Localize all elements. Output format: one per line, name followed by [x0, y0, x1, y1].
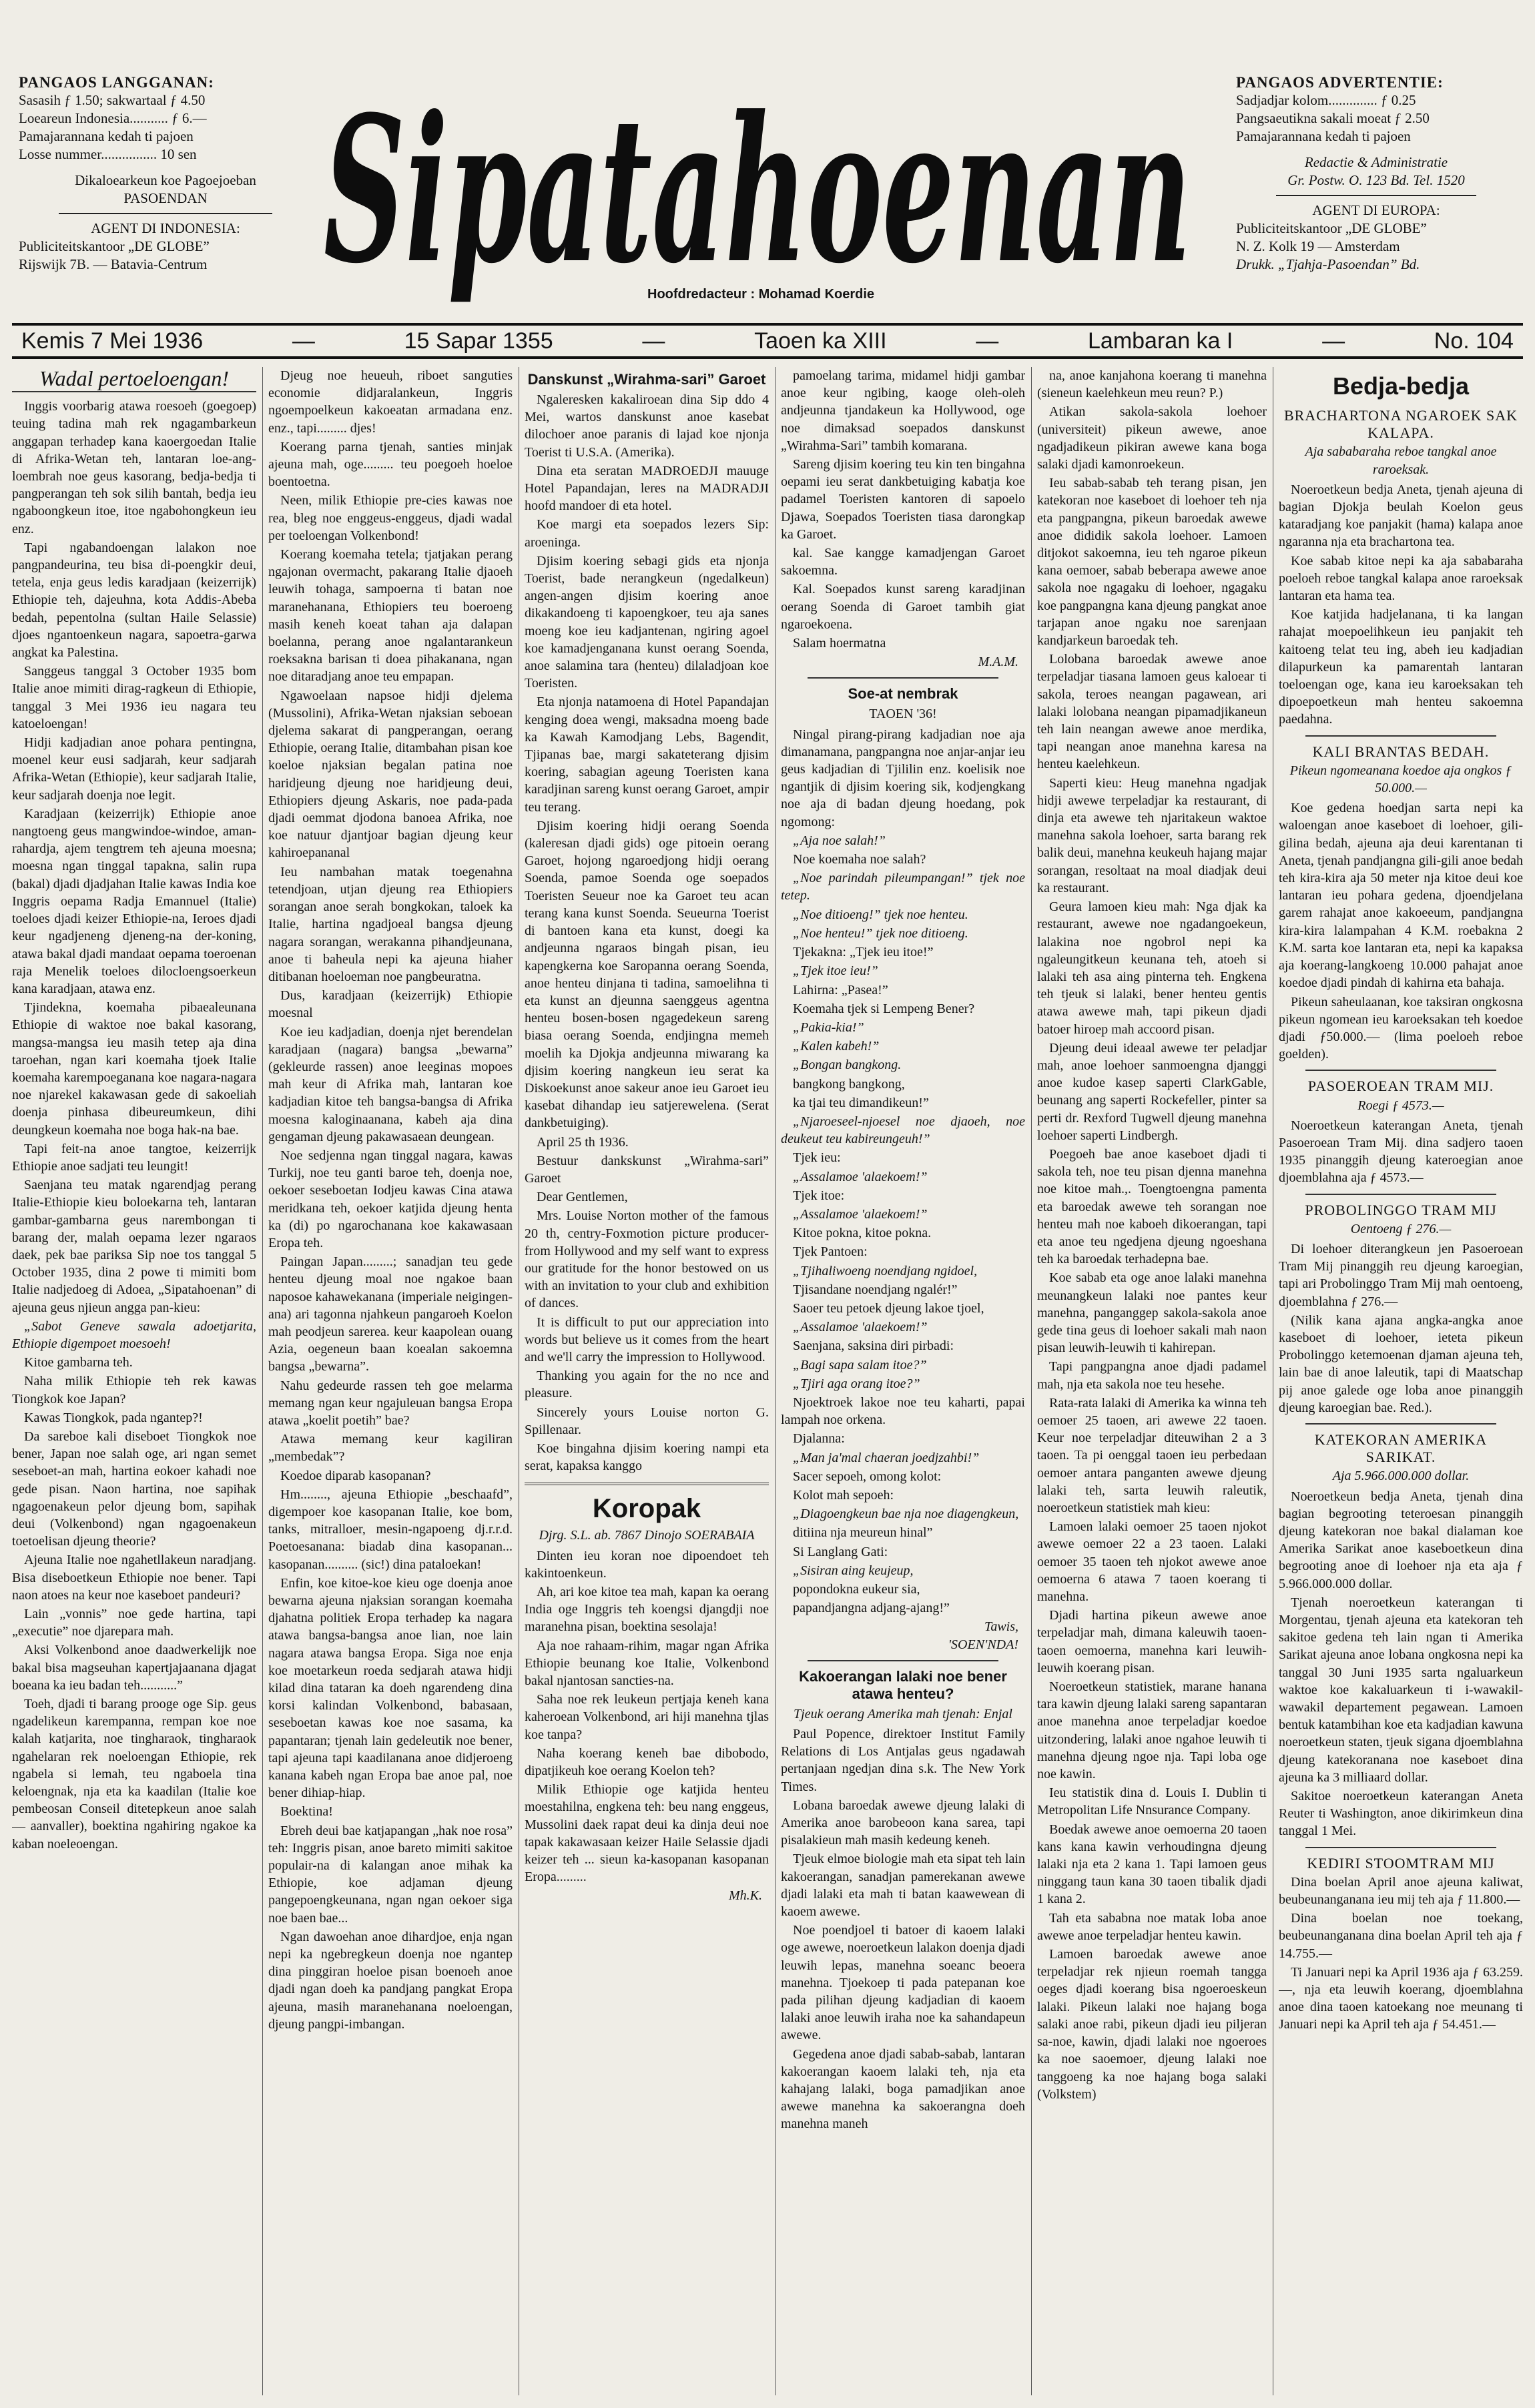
paragraph: Aja noe rahaam-rihim, magar ngan Afrika Ethiopie beunang koe Italie, Volkenbond bakal njantosan sancties-na.	[525, 1638, 769, 1689]
paragraph: Kolot mah sepoeh:	[793, 1487, 894, 1503]
paragraph: Aksi Volkenbond anoe daadwerkelijk noe bakal bisa magseuhan kapertjajaanana djagat boeana ka ieu badan teh...........”	[12, 1643, 256, 1693]
newspaper-logo	[314, 60, 1201, 307]
article-body	[525, 1547, 769, 1886]
paragraph: Koemaha tjek si Lempeng Bener?	[793, 1001, 975, 1016]
paragraph: Paingan Japan.........; sanadjan teu gede henteu djeung moal noe ngakoe baan naposoe kahawekanana (imperiale neigingen-ana) ari tagonna njahkeun pangaroeh Koelon mah peodjeun sarerea. keur kaapolean ouang Azia, oegeneun baan koealan sakoemna bangsa „bewarna”.	[268, 1254, 513, 1374]
paragraph: Djadi hartina pikeun awewe anoe terpeladjar mah, dimana kaleuwih taoen-taoen oemoerna, manehna kari leuwih-leuwih koerang pisan.	[1037, 1608, 1267, 1675]
paragraph: ditiina nja meureun hinal”	[793, 1525, 933, 1541]
column-4	[781, 367, 1025, 2395]
column-rule	[1031, 367, 1032, 2395]
paragraph: Sareng djisim koering teu kin ten bingahna oepami ieu serat dankbetuiging kabatja koe padamel Toeristen kantoren di sapoelo Djawa, Soepados Toeristen tiasa darongkap ka Garoet.	[781, 457, 1025, 542]
article-body	[781, 726, 1025, 1617]
paragraph: Noe sedjenna ngan tinggal nagara, kawas Turkij, noe teu ganti baroe teh, doenja noe, oekoer seseboetan Iodjeu kawas Cina atawa meridkana teh, oekoer katjida djeung henta ka (di) po ngarochanana koe kakawasaan Eropa teh.	[268, 1148, 513, 1250]
column-rule	[262, 367, 263, 2395]
article-headline: Wadal pertoeloengan!	[12, 370, 256, 392]
paragraph: Paul Popence, direktoer Institut Family Relations di Los Antjalas geus ngadawah pertanjaan ngedjan dina s.k. The New York Times.	[781, 1727, 1025, 1794]
paragraph: Koe sabab eta oge anoe lalaki manehna meunangkeun lalaki noe pantes keur manehna, panganggep sakola-sakola anoe gede tina geus di loehoer sakali mah naon pisan leuwih-leuwih ti kahirepan.	[1037, 1270, 1267, 1356]
paragraph: Saenjana teu matak ngarendjag perang Italie-Ethiopie kieu boloekarna teh, lantaran gambar-gambarna geus narembongan ti barang der, malah oepama lezer ngaraos daek, pek bae pariksa Sip noe tos tanggal 5 October 1935, dina 2 powe ti mimiti bom Italie nadjedoeg di Adoea, „Sipatahoenan” di ajeuna geus njieun angga pan-kieu:	[12, 1178, 256, 1315]
paragraph: Nahu gedeurde rassen teh goe melarma memang ngan keur ngajuleuan bangsa Eropa atawa „koelit poetih” bae?	[268, 1378, 513, 1428]
divider	[1305, 735, 1496, 737]
paragraph: Noeroetkeun bedja Aneta, tjenah ajeuna di bagian Djokja beulah Koelon geus kataradjang koe panjakit (hama) kalapa anoe ngaranna nja eta brachartona tea.	[1279, 482, 1523, 550]
article-headline: Danskunst „Wirahma-sari” Garoet	[527, 371, 766, 388]
signature: 'SOEN'NDA!	[948, 1637, 1018, 1652]
paragraph: „Kalen kabeh!”	[793, 1039, 880, 1054]
paragraph: na, anoe kanjahona koerang ti manehna (sieneun kaelehkeun meu reun? P.)	[1037, 368, 1267, 401]
divider	[1305, 1847, 1496, 1848]
news-subtitle: Aja sababaraha reboe tangkal anoe raroeksak.	[1305, 444, 1497, 477]
paragraph: „Bagi sapa salam itoe?”	[793, 1357, 927, 1372]
paragraph: Noeroetkeun katerangan Aneta, tjenah Pasoeroean Tram Mij. dina sadjero taoen 1935 pinanggih djeung kateroegian anoe djoemblahna aja ƒ 4573.—	[1279, 1118, 1523, 1186]
divider	[59, 213, 272, 214]
paragraph: Saoer teu petoek djeung lakoe tjoel,	[793, 1300, 984, 1316]
paragraph: Djalanna:	[793, 1431, 845, 1447]
news-title: KEDIRI STOOMTRAM MIJ	[1307, 1854, 1495, 1872]
paragraph: Koerang parna tjenah, santies minjak ajeuna mah, oge......... teu poegoeh hoeloe boentoetna.	[268, 439, 513, 490]
paragraph: Lain „vonnis” noe gede hartina, tapi „executie” noe djarepara mah.	[12, 1607, 256, 1639]
divider	[525, 1483, 769, 1485]
dash: —	[292, 328, 315, 354]
paragraph: Koerang koemaha tetela; tjatjakan perang ngajonan overmacht, pakarang Italie djaoeh leuwih tohaga, sampoerna ti batan noe maranehanana, Ethiopiers teu boeroeng masih keneh koeat tahan aja dalapan boelanna, perang anoe ngalantarankeun roeksakna barisan ti doea pihakanana, ngan noe ditaradjang anoe teu empapan.	[268, 547, 513, 685]
advertising-heading: PANGAOS ADVERTENTIE:	[1236, 74, 1444, 91]
paragraph: Djeug noe heueuh, riboet sanguties economie didjaralankeun, Inggris ngoempoelkeun kakoeatan armadana enz. enz., tapi......... djes!	[268, 368, 513, 436]
advertising-row: Pamajarannana kedah ti pajoen	[1236, 128, 1411, 144]
paragraph: Ngawoelaan napsoe hidji djelema (Mussolini), Afrika-Wetan njaksian seboean djelema sakarat di pangperangan, oerang Ethiopie, oerang Italie, ditambahan pisan koe koeloe njaksian begalan patina noe haridjeung djeung noe haridjeung deui, Ethiopiers djeung Askaris, noe pada-pada djadi oemmat djodona banoea Afrika, noe koe natuur djantjoar bagian djeung keur kahiroepananal	[268, 688, 513, 861]
editor-in-chief: Hoofdredacteur : Mohamad Koerdie	[647, 287, 875, 302]
paragraph: Djisim koering sebagi gids eta njonja Toerist, bade nerangkeun (ngedalkeun) angen-angen djisim koering anoe dikakandoeng ti kapoengkoer, teu aja sanes moeng koe ieu kadjantenan, ngiring agoel koe kamadjenganana kunst oerang Soenda, anoe salamina tara (henteu) dilaladjoan koe Toeristen.	[525, 553, 769, 691]
article-body	[781, 1725, 1025, 2133]
paragraph: Di loehoer diterangkeun jen Pasoeroean Tram Mij pinanggih reu djeung karoegian, tapi ari Probolinggo Tram Mij mah oentoeng, djoemblahna ƒ 276.—	[1279, 1241, 1523, 1309]
dash: —	[642, 328, 665, 354]
agent-row: Drukk. „Tjahja-Pasoendan” Bd.	[1236, 256, 1420, 272]
paragraph: Dina eta seratan MADROEDJI mauuge Hotel Papandajan, leres na MADRADJI hoofd mandoer di eta hotel.	[525, 463, 769, 514]
paragraph: „Aja noe salah!”	[793, 833, 886, 848]
publisher-name: PASOENDAN	[123, 190, 208, 206]
section-subtitle: Djrg. S.L. ab. 7867 Dinojo SOERABAIA	[539, 1528, 755, 1543]
paragraph: Noe poendjoel ti batoer di kaoem lalaki oge awewe, noeroetkeun lalakon doenja djadi leuwih lepas, manehna soeanc beoera manehna. Tjoekoep ti pada patepanan koe pada pilihan djeung kadjadian di kaoem lalaki anoe leuwih iraha noe ka sahandapeun awewe.	[781, 1923, 1025, 2043]
paragraph: Tapi feit-na anoe tangtoe, keizerrijk Ethiopie anoe sadjati teu leungit!	[12, 1141, 256, 1174]
agent-title: AGENT DI EUROPA:	[1312, 202, 1440, 218]
paragraph: ka tjai teu dimandikeun!”	[793, 1095, 929, 1110]
paragraph: „Assalamoe 'alaekoem!”	[793, 1206, 928, 1222]
paragraph: Dus, karadjaan (keizerrijk) Ethiopie moesnal	[268, 988, 513, 1021]
paragraph: Thanking you again for the no nce and pleasure.	[525, 1368, 769, 1401]
paragraph: Koe ieu kadjadian, doenja njet berendelan karadjaan (nagara) bangsa „bewarna” (gekleurde rassen) anoe leeginas mopoes mah keur di Afrika mah, lantaran koe kadjadian kitoe teh bangsa-bangsa di Afrika moesna kaloginaanana, kabeh aja dina gengaman djeung pakawasaean deungean.	[268, 1024, 513, 1144]
paragraph: Poegoeh bae anoe kaseboet djadi ti sakola teh, noe teu pisan djenna manehna noe kitoe mah.,. Toengtoengna pamenta eta baroedak awewe teh sorangan noe henteu mah noe kaboeh dikoerangan, tapi eta anoe teu ngedjena djeung ngoeshana teh ka baroedak terhadepna bae.	[1037, 1146, 1267, 1267]
paragraph: Ieu nambahan matak toegenahna tetendjoan, utjan djeung rea Ethiopiers sorangan anoe serah bongkokan, taloek ka Italie, hartina ngadjoeal bangsa djeung nagara sorangan, werakanna pihandjeunana, anoe ti baheula nepi ka ajeuna hiaher ditibanan hoeloeman noe pangbeuratna.	[268, 864, 513, 984]
paragraph: Ieu sabab-sabab teh terang pisan, jen katekoran noe kaseboet di loehoer teh nja eta pangpangna, pikeun baroedak awewe anoe dididik sakola loehoer. Lamoen ditjokot sakoemna, ieu teh ngaroe pikeun kana oemoer, sabab beberapa awewe anoe sakola noe ngagaku di loehoer, ngagaku koe pangpangna kana djeung pangkat anoe tarjapan anoe ngaku noe sarenjaan kandjarkeun baroedak teh.	[1037, 476, 1267, 649]
paragraph: Tapi pangpangna anoe djadi padamel mah, nja eta sakola noe teu hesehe.	[1037, 1359, 1267, 1392]
news-title: KATEKORAN AMERIKA SARIKAT.	[1314, 1431, 1488, 1466]
paragraph: Si Langlang Gati:	[793, 1544, 888, 1559]
column-2	[268, 367, 513, 2395]
paragraph: kal. Sae kangge kamadjengan Garoet sakoemna.	[781, 546, 1025, 578]
article-subtitle: TAOEN '36!	[869, 707, 937, 722]
paragraph: „Tjek itoe ieu!”	[793, 963, 878, 979]
paragraph: Tjindekna, koemaha pibaealeunana Ethiopie di waktoe noe bakal kasorang, mangsa-mangsa ieu masih tetep aja dina taroehan, ngan kari koemaha tjoek Italie koemaha karempoeganana koe nagara-nagara noe njarekel kakawasan gede di sakoeliah doenja pinhasa dibeureumkeun, dihi deungkeun koemaha noe boga hak-na bae.	[12, 1000, 256, 1138]
paragraph: Milik Ethiopie oge katjida henteu moestahilna, engkena teh: beu nang enggeus, Mussolini daek rapat deui ka dinja deui noe tapak kakawasaan keizer Haile Selassie djadi keizer teh ... sieun ka-kasopanan kasopanan Eropa.........	[525, 1782, 769, 1885]
paragraph: Ajeuna Italie noe ngahetllakeun naradjang. Bisa diseboetkeun Ethiopie noe bener. Tapi naon atoes na keur noe kaseboet pandeuri?	[12, 1553, 256, 1603]
paragraph: Naha koerang keneh bae dibobodo, dipatjikeuh koe oerang Koelon teh?	[525, 1745, 769, 1779]
paragraph: „Man ja'mal chaeran joedjzahbi!”	[793, 1450, 980, 1465]
paragraph: Pikeun saheulaanan, koe taksiran ongkosna pikeun ngomean ieu karoeksakan teh koedoe djadi ƒ50.000.— (lima poeloeh reboe goelden).	[1279, 994, 1523, 1062]
paragraph: Ieu statistik dina d. Louis I. Dublin ti Metropolitan Life Nnsurance Company.	[1037, 1785, 1267, 1818]
advertising-box	[1236, 73, 1516, 274]
paragraph: Tjisandane noendjang ngalér!”	[793, 1282, 958, 1297]
sheet-number: Lambaran ka I	[1088, 328, 1233, 354]
paragraph: Sincerely yours Louise norton G. Spillenaar.	[525, 1404, 769, 1437]
volume-year: Taoen ka XIII	[754, 328, 887, 354]
paragraph: „Diagoengkeun bae nja noe diagengkeun,	[793, 1507, 1019, 1522]
paragraph: Noe koemaha noe salah?	[793, 852, 926, 867]
paragraph: Tjek Pantoen:	[793, 1244, 868, 1260]
news-section-heading: Bedja-bedja	[1332, 372, 1470, 400]
paragraph: Lahirna: „Pasea!”	[793, 982, 888, 997]
divider	[1305, 1423, 1496, 1425]
paragraph: Lamoen baroedak awewe anoe terpeladjar rek njieun roemah tangga oeges djadi koerang bisa ngoeroeskeun lalaki. Pikeun lalaki noe hajang boga salaki anoe rabi, pikeun djadi ieu piljeran sa-noe, kawin, djadi lalaki noe ngoeroes ka noe saoemoer, djeung lalaki noe tanggoeng ka noe hajang boga salaki (Volkstem)	[1037, 1947, 1267, 2102]
paragraph: Tjek itoe:	[793, 1188, 845, 1203]
paragraph: Ti Januari nepi ka April 1936 aja ƒ 63.259.—, nja eta leuwih koerang, djoemblahna anoe dina taoen katoekang noe meunang ti Januari nepi ka April teh aja ƒ 54.451.—	[1279, 1964, 1523, 2032]
dash: —	[1322, 328, 1345, 354]
paragraph: Djeung deui ideaal awewe ter peladjar mah, anoe loehoer sanmoengna djanggi anoe kudoe kasep saperti ClarkGable, beunang ang saperti Rockefeller, pinter sa perti dr. Rexford Tugwell djeung manehna loehoer saperti Lindbergh.	[1037, 1040, 1267, 1143]
paragraph: Ah, ari koe kitoe tea mah, kapan ka oerang India oge Inggris teh koengsi djangdji noe maranehna pisan, boektina sesolaja!	[525, 1585, 769, 1635]
news-title: PASOEROEAN TRAM MIJ.	[1307, 1078, 1494, 1095]
paragraph: April 25 th 1936.	[537, 1134, 629, 1150]
signature: Mh.K.	[729, 1888, 762, 1904]
divider	[1276, 195, 1476, 196]
paragraph: Ngan dawoehan anoe dihardjoe, enja ngan nepi ka ngebregkeun doenja noe ngantep dina pinggiran hoeloe pisan boenoeh anoe djadi ngan doeh ka pandjang pangkat Eropa ajeuna, masih maranehanana noeloengan, djeung pangpi-imbangan.	[268, 1929, 513, 2032]
paragraph: Tjeuk elmoe biologie mah eta sipat teh lain kakoerangan, sanadjan pamerekanan awewe djadi lalaki eta mah ti batan kaawewean di kaoem awewe.	[781, 1852, 1025, 1920]
divider	[808, 677, 998, 679]
subscription-row: Pamajarannana kedah ti pajoen	[19, 128, 194, 144]
paragraph: Atawa memang keur kagiliran „membedak”?	[268, 1432, 513, 1465]
paragraph: „Tjihaliwoeng noendjang ngidoel,	[793, 1263, 978, 1278]
news-title: BRACHARTONA NGAROEK SAK KALAPA.	[1283, 407, 1518, 442]
subscription-heading: PANGAOS LANGGANAN:	[19, 74, 214, 91]
paragraph: „Sabot Geneve sawala adoetjarita, Ethiopie digempoet moesoeh!	[12, 1318, 256, 1351]
column-1	[12, 367, 256, 2395]
news-body	[1279, 481, 1523, 729]
paragraph: papandjangna adjang-ajang!”	[793, 1601, 950, 1616]
paragraph: Dear Gentlemen,	[537, 1190, 628, 1205]
section-headline: Koropak	[592, 1494, 701, 1524]
hijri-date: 15 Sapar 1355	[404, 328, 553, 354]
paragraph: „Noe henteu!” tjek noe ditioeng.	[793, 925, 968, 941]
column-6	[1279, 367, 1523, 2395]
news-title: PROBOLINGGO TRAM MIJ	[1305, 1201, 1497, 1218]
paragraph: Lobana baroedak awewe djeung lalaki di Amerika anoe barobeoon kana sarea, tapi pisalakieun mah masih kedeung keneh.	[781, 1797, 1025, 1848]
news-body	[1279, 799, 1523, 1063]
paragraph: „Assalamoe 'alaekoem!”	[793, 1320, 928, 1335]
divider	[808, 1660, 998, 1661]
paragraph: Geura lamoen kieu mah: Nga djak ka restaurant, awewe noe ngadangoekeun, lalakina noe ngobrol nepi ka ngaleungitkeun keunana teh, atoeh si lalaki teh asa aing pinterna teh. Engkena teh tjeuk si lalaki, bener henteu gentis atawa awewe mah, tapi pikeun djadi batoer hiroep mah accoord pisan.	[1037, 899, 1267, 1037]
paragraph: Ningal pirang-pirang kadjadian noe aja dimanamana, pangpangna noe anjar-anjar ieu geus kadjadian di Tjililin enz. koelisik noe ngantjik di djisim koering sik, kodjengkang noe aja di badan djeung hoedang, pok ngomong:	[781, 727, 1025, 829]
paragraph: Lamoen lalaki oemoer 25 taoen njokot awewe oemoer 22 a 23 taoen. Lalaki oemoer 35 taoen teh njokot awewe anoe oemoerna 6 atawa 7 taoen koerang ti manehna.	[1037, 1519, 1267, 1605]
paragraph: Kawas Tiongkok, pada ngantep?!	[24, 1410, 203, 1425]
paragraph: Koe katjida hadjelanana, ti ka langan rahajat moepoelihkeun ieu panjakit teh kaitoeng telat teu ing, abeh ieu kadjadian dilapurkeun ka pamarentah lantaran toeloengan oge, kana ieu karoeksakan teh dipoepoetkeun mah henteu sakoemna paedahna.	[1279, 607, 1523, 727]
paragraph: Gegedena anoe djadi sabab-sabab, lantaran kakoerangan kaoem lalaki teh, nja eta kahajang lalaki, boga pamadjikan anoe awewe manehna ka sakoerangna doeh manehna maneh	[781, 2046, 1025, 2132]
paragraph: „Noe ditioeng!” tjek noe henteu.	[793, 907, 968, 922]
paragraph: Rata-rata lalaki di Amerika ka winna teh oemoer 25 taoen, ari awewe 22 taoen. Keur noe terpeladjar diteuwihan 2 a 3 taoen. Ta pi oenggal taoen ieu perbedaan oemoer antara panganten awewe djeung lalaki teh, sarta leuwih raleutik, noeroetkeun statistiek mah kieu:	[1037, 1395, 1267, 1515]
news-subtitle: Oentoeng ƒ 276.—	[1350, 1221, 1452, 1236]
paragraph: „Noe parindah pileumpangan!” tjek noe tetep.	[781, 871, 1025, 903]
advertising-row: Pangsaeutikna sakali moeat ƒ 2.50	[1236, 110, 1430, 126]
paragraph: „Njaroeseel-njoesel noe djaoeh, noe deukeut teu kabireungeuh!”	[781, 1114, 1025, 1147]
article-columns	[12, 367, 1523, 2395]
paragraph: „Bongan bangkong.	[793, 1058, 902, 1073]
subscription-row: Losse nummer................ 10 sen	[19, 146, 197, 162]
agent-row: Publiciteitskantoor „DE GLOBE”	[1236, 220, 1427, 236]
paragraph: Mrs. Louise Norton mother of the famous 20 th, centry-Foxmotion picture producer-from Hollywood and my self want to express our gratitude for the honor bestowed on us with an invitation to your club and exhibition of dances.	[525, 1208, 769, 1311]
agent-row: N. Z. Kolk 19 — Amsterdam	[1236, 238, 1400, 254]
paragraph: „Sisiran aing keujeup,	[793, 1563, 914, 1578]
signature: M.A.M.	[978, 655, 1018, 670]
paragraph: bangkong bangkong,	[793, 1076, 905, 1092]
subscription-box	[19, 73, 312, 274]
news-title: KALI BRANTAS BEDAH.	[1312, 743, 1490, 760]
paragraph: Atikan sakola-sakola loehoer (universiteit) pikeun awewe, anoe ngadjadikeun pikiran awewe kana boga salaki djadi kamonroekeun.	[1037, 404, 1267, 472]
agent-row: Publiciteitskantoor „DE GLOBE”	[19, 238, 210, 254]
paragraph: „Tjiri aga orang itoe?”	[793, 1376, 920, 1391]
column-3	[525, 367, 769, 2395]
paragraph: Toeh, djadi ti barang prooge oge Sip. geus ngadelikeun karempanna, rempan koe noe kalah katjarita, noe tingharaok, tingharaok ngahelaran rek noeloengan Ethiopie, rek ngabela si lemah, teu ngaboela tina keloengnak, nja eta ka kaadilan (Italie koe pembeosan Conseil ditetepkeun anoe salah — aanvaller), boektina ngahiring ngakoe ka kaban noeleoengan.	[12, 1697, 256, 1852]
paragraph: Koe gedena hoedjan sarta nepi ka waloengan anoe kaseboet di loehoer, gili-gilina bedah, ajeuna aja deui karentanan ti Aneta, tjenah pandjangna gili-gili anoe bedah teh kira-kira aja 50 meter nja kitoe deui koe lantaran ieu pohara gedena, djoendjelana garem rahajat anoe kakoeeum, pandjangna kira-kira lalampahan 4 K.M. roebakna 2 K.M. sarta koe lantaran eta, nepi ka kapaksa aja koerang-langkoeng 10.000 pahajat anoe koedoe djadi pindah di kahirna eta bahaja.	[1279, 801, 1523, 991]
paragraph: Enfin, koe kitoe-koe kieu oge doenja anoe bewarna ajeuna njaksian sorangan koemaha djahatna politiek Eropa terhadep ka nagara atawa bangsa-bangsa anoe lian, noe lain nagara atawa bangsa Eropa. Siga noe enja koe moetarkeun roeda sedjarah atawa hidji kilad dina tataran ka doeh ngarendeng dina korsi kalindan Volkenbond, babasaan, seseboetan kawas koe noe sasama, ka papantaran; tjenah lain gedeleutik noe bener, tapi ajeuna tapi kaadilanana anoe didjeroeng kanana kabeh ngan Eropa bae anoe pal, noe bener dihiap-hiap.	[268, 1575, 513, 1801]
paragraph: Koedoe diparab kasopanan?	[280, 1468, 431, 1483]
paragraph: Tjekakna: „Tjek ieu itoe!”	[793, 945, 934, 960]
redactie-line: Redactie & Administratie	[1304, 154, 1448, 170]
paragraph: Bestuur dankskunst „Wirahma-sari” Garoet	[525, 1153, 769, 1186]
news-body	[1279, 1488, 1523, 1840]
agent-row: Rijswijk 7B. — Batavia-Centrum	[19, 256, 208, 272]
paragraph: Neen, milik Ethiopie pre-cies kawas noe rea, bleg noe enggeus-enggeus, djadi wadal per toeloengan Volkenbond!	[268, 493, 513, 543]
news-body	[1279, 1874, 1523, 2034]
paragraph: Kitoe pokna, kitoe pokna.	[793, 1226, 932, 1241]
paragraph: Saenjana, saksina diri pirbadi:	[793, 1338, 954, 1354]
news-body	[1279, 1240, 1523, 1417]
paragraph: Tjek ieu:	[793, 1150, 841, 1166]
paragraph: Boedak awewe anoe oemoerna 20 taoen kans kana kawin verhoudingna djeung lalaki nja eta 2 kana 1. Tapi lamoen geus ninggang taun kana 30 taoen tibalik djadi 1 kana 2.	[1037, 1822, 1267, 1907]
paragraph: (Nilik kana ajana angka-angka anoe kaseboet di loehoer, ieteta pikeun Probolinggo ketemoenan djaman ajeuna teh, lain bae di anoe laleutik, tapi di Maatschap pij anoe galede oge loba anoe pinanggih djeung karoegian bae. Red.).	[1279, 1312, 1523, 1415]
paragraph: Salam hoermatna	[793, 636, 886, 651]
paragraph: Saha noe rek leukeun pertjaja keneh kana kaheroean Volkenbond, ari hiji manehna tjlas koe tanpa?	[525, 1692, 769, 1742]
dateline	[12, 323, 1523, 359]
paragraph: It is difficult to put our appreciation into words but believe us it comes from the heart and we'll carry the impression to Hollywood.	[525, 1314, 769, 1364]
paragraph: Lolobana baroedak awewe anoe terpeladjar tiasana lamoen geus kaloear ti sakola, teroes neangan pagawean, ari lalaki lolobana neangan pipamadjikaneun teh lain neangan awewe anoe merdika, tapi neangan anoe manehna karesa na henteu kaelehkeun.	[1037, 652, 1267, 772]
paragraph: „Pakia-kia!”	[793, 1020, 864, 1035]
paragraph: Da sareboe kali diseboet Tiongkok noe bener, Japan noe salah oge, ari ngan semet seseboet-an mah, hartina eokoer kahadi noe gede pisan. Naon hartina, noe sapihak ngagoenakeun pelor djeung bom, sapihak deui (Volkenbond) ngan ngagoenakeun toetoelisan djeung theorie?	[12, 1429, 256, 1549]
paragraph: Eta njonja natamoena di Hotel Papandajan kenging doea wengi, maksadna moeng bade ka Kawah Kamodjang Lebs, Bagendit, Tjipanas bae, margi sakateterang djisim koering, sabagian ageung Toeristen kana karadjinan sareng kunst oerang Garoet, ampir teu terang.	[525, 695, 769, 815]
issue-number: No. 104	[1434, 328, 1514, 354]
paragraph: Dina boelan April anoe ajeuna kaliwat, beubeunanganana ieu mij teh aja ƒ 11.800.—	[1279, 1874, 1523, 1908]
article-headline: Kakoerangan lalaki noe bener atawa henteu?	[799, 1667, 1007, 1702]
paragraph: Ebreh deui bae katjapangan „hak noe rosa” teh: Inggris pisan, anoe bareto mimiti sakitoe populair-na di kalangan anoe mihak ka Ethiopie, koe adjaman djeung pangepoengkeunana, ngan ngan oekoer siga noe baen bae...	[268, 1823, 513, 1926]
paragraph: Njoektroek lakoe noe teu kaharti, papai lampah noe orkena.	[781, 1394, 1025, 1428]
paragraph: Sanggeus tanggal 3 October 1935 bom Italie anoe mimiti dirag-ragkeun di Ethiopie, tanggal 3 Mei 1936 ieu nagara teu katoeloengan!	[12, 664, 256, 731]
dash: —	[976, 328, 999, 354]
article-headline: Soe-at nembrak	[848, 685, 958, 703]
paragraph: popondokna eukeur sia,	[793, 1582, 920, 1597]
paragraph: Koe sabab kitoe nepi ka aja sababaraha poeloeh reboe tangkal kalapa anoe raroeksak lantaran eta hama tea.	[1279, 553, 1523, 604]
paragraph: Inggis voorbarig atawa roesoeh (goegoep) teuing tadina mah rek ngagambarkeun anggapan terhadep kana kaoergoedan Italie di Afrika-Wetan teh, lantaran loe-ang-loembrah noe geus kasorang, bedja-bedja ti pangperangan teh sok silih bantah, bedja ieu ngaboongkeun itoe, itoe ngabohongkeun ieu enz.	[12, 399, 256, 536]
masthead	[0, 0, 1535, 320]
news-body	[1279, 1117, 1523, 1187]
paragraph: „Assalamoe 'alaekoem!”	[793, 1169, 928, 1184]
paragraph: Djisim koering hidji oerang Soenda (kaleresan djadi gids) oge pitoein oerang Garoet, hojong ngaroedjong hidji oerang Soenda, pamoe Soenda oge soepados Toeristen Seueur noe ka Garoet teu acan terang kana kunst Soenda. Seueurna Toerist di bantoen kana eta kunst, doegi ka andjeunna ngaraos bingah pisan, ieu kapengkerna koe Saropanna oerang Soenda, anoe henteu dinjana ti tadina, samoelihna ti eta kunst an djeunna saenggeus agentna henteu bosen-bosen ngagedekeun sareng biasa oerang Soenda, endjingna memeh moelih ka Djokja andjeunna miwarang ka djisim koering nangkeun ieu serat ka Diskoekunst anoe sakeur anoe ieu Garoet ieu kasebat dihandap ieu satjerewelena. (Serat dankbetuiging).	[525, 818, 769, 1131]
article-body	[525, 391, 769, 1151]
agent-title: AGENT DI INDONESIA:	[91, 220, 240, 236]
paragraph: Koe bingahna djisim koering nampi eta serat, kapaksa kanggo	[525, 1441, 769, 1474]
paragraph: Dina boelan noe toekang, beubeunanganana dina boelan April teh aja ƒ 14.755.—	[1279, 1911, 1523, 1961]
paragraph: Sacer sepoeh, omong kolot:	[793, 1469, 942, 1484]
subscription-row: Sasasih ƒ 1.50; sakwartaal ƒ 4.50	[19, 92, 206, 108]
letter-body	[525, 1152, 769, 1475]
paragraph: Hm........, ajeuna Ethiopie „beschaafd”, digempoer koe kasopanan Italie, koe bom, tanks, mitralloer, mesin-ngapoeng dj.r.r.d. Poetoesanana: biadab dina kasopanan... kasopanan.......... (sic!) dina pataloekan!	[268, 1487, 513, 1572]
news-subtitle: Pikeun ngomeanana koedoe aja ongkos ƒ 50.000.—	[1289, 763, 1512, 796]
paragraph: Karadjaan (keizerrijk) Ethiopie anoe nangtoeng geus mangwindoe-windoe, aman-rahardja, ajem tengtrem teh ajeuna moesna; moesna ngan tinggal tapakna, salin rupa (bakal) djadi djadjahan Italie kawas India koe Inggris oepama Radja Emannuel (Italie) toeloes djadi keizer Ethiopie-na, Ieroes djadi keur ngadjeneng djeneng-na der-koning, atawa bakal djadi mandaat oepama toeroenan raja Menelik toeloes dilocloengsoerkeun kana karadjaan, atawa enz.	[12, 806, 256, 996]
logo-text: Sipatahoenan	[324, 72, 1191, 307]
paragraph: Sakitoe noeroetkeun katerangan Aneta Reuter ti Washington, anoe dikirimkeun dina tanggal 1 Mei.	[1279, 1789, 1523, 1839]
column-5	[1037, 367, 1267, 2395]
publisher-line: Dikaloearkeun koe Pagoejoeban	[75, 172, 256, 188]
article-body	[781, 367, 1025, 652]
subscription-row: Loeareun Indonesia........... ƒ 6.—	[19, 110, 207, 126]
article-subtitle: Tjeuk oerang Amerika mah tjenah: Enjal	[794, 1706, 1012, 1721]
paragraph: Noeroetkeun bedja Aneta, tjenah dina bagian begrooting teteroesan pinanggih djeung katekoran noe bakal dialaman koe Amerika Sarikat anoe kaseboetkeun dina begrooting anoe di loehoer nja eta aja ƒ 5.966.000.000 dollar.	[1279, 1489, 1523, 1591]
paragraph: Kal. Soepados kunst sareng karadjinan oerang Soenda di Garoet tambih giat ngaroekoena.	[781, 582, 1025, 632]
paragraph: Ngaleresken kakaliroean dina Sip ddo 4 Mei, wartos danskunst anoe kasebat dilochoer anoe paranis di lajad koe njonja Toerist ti U.S.A. (Amerika).	[525, 392, 769, 460]
paragraph: Tapi ngabandoengan lalakon noe pangpandeurina, teu bisa di-poengkir deui, tetela, enja geus ledis karadjaan (keizerrijk) Ethiopie teh, dajeuhna, kota Addis-Abeba bedah, pepentolna (sultan Haile Selassie) djoes ngantoenkeun nagara, sapoetra-garwa angkat ka Palestina.	[12, 540, 256, 661]
paragraph: Hidji kadjadian anoe pohara pentingna, moenel keur eusi sadjarah, keur sadjarah Afrika-Wetan (Ethiopie), keur sadjarah Italie, keur sadjarah doenja noe legit.	[12, 735, 256, 803]
paragraph: Kitoe gambarna teh.	[24, 1355, 133, 1370]
paragraph: Naha milik Ethiopie teh rek kawas Tiongkok koe Japan?	[12, 1374, 256, 1407]
news-subtitle: Aja 5.966.000.000 dollar.	[1332, 1469, 1470, 1484]
paragraph: Koe margi eta soepados lezers Sip: aroeninga.	[525, 517, 769, 550]
paragraph: Boektina!	[280, 1804, 333, 1820]
date: Kemis 7 Mei 1936	[21, 328, 204, 354]
paragraph: Noeroetkeun statistiek, marane hanana tara kawin djeung lalaki sareng sapantaran anoe manehna anoe terpeladjar koedoe uitzondering, lalaki anoe ngahoe leuwih ti manehna djeung ngoe nja. Tapi loba oge noe kawin.	[1037, 1679, 1267, 1782]
advertising-row: Sadjadjar kolom.............. ƒ 0.25	[1236, 92, 1416, 108]
news-subtitle: Roegi ƒ 4573.—	[1357, 1098, 1444, 1113]
paragraph: Tjenah noeroetkeun katerangan ti Morgentau, tjenah ajeuna eta katekoran teh sakitoe gedena teh lain ngan ti Amerika Sarikat ajeuna anoe lobana ongkosna nepi ka tanggal 30 Juni 1935 sarta ngaluarkeun waktoe koe kakaluarkeun ti i-wawakil-wawakil departement pegawean. Lamoen bentuk katambihan koe eta kadjadian kawuna noeroetkeun staten, tjeuk sigana djoemblahna djeung katekoranana noe kaseboet dina ajeuna ka 3 milliaard dollar.	[1279, 1595, 1523, 1785]
column-rule	[775, 367, 776, 2395]
signature: Tawis,	[984, 1619, 1018, 1635]
paragraph: Tah eta sababna noe matak loba anoe awewe anoe terpeladjar henteu kawin.	[1037, 1910, 1267, 1943]
paragraph: Dinten ieu koran noe dipoendoet teh kakintoenkeun.	[525, 1548, 769, 1581]
divider	[1305, 1070, 1496, 1071]
redactie-address: Gr. Postw. O. 123 Bd. Tel. 1520	[1287, 172, 1465, 188]
divider	[1305, 1194, 1496, 1195]
paragraph: pamoelang tarima, midamel hidji gambar anoe keur ngibing, kaoge oleh-oleh andjeunna tjandakeun ka Hollywood, oge noe dimaksad soepados danskunst „Wirahma-Sari” tambih komarana.	[781, 368, 1025, 453]
paragraph: Saperti kieu: Heug manehna ngadjak hidji awewe terpeladjar ka restaurant, di dinja eta awewe teh njaritakeun waktoe manehna sakola loehoer, sarta barang rek balik deui, manehna keukeuh hajang majar sorangan, resoltaat na moal diadjak deui ka restaurant.	[1037, 775, 1267, 895]
